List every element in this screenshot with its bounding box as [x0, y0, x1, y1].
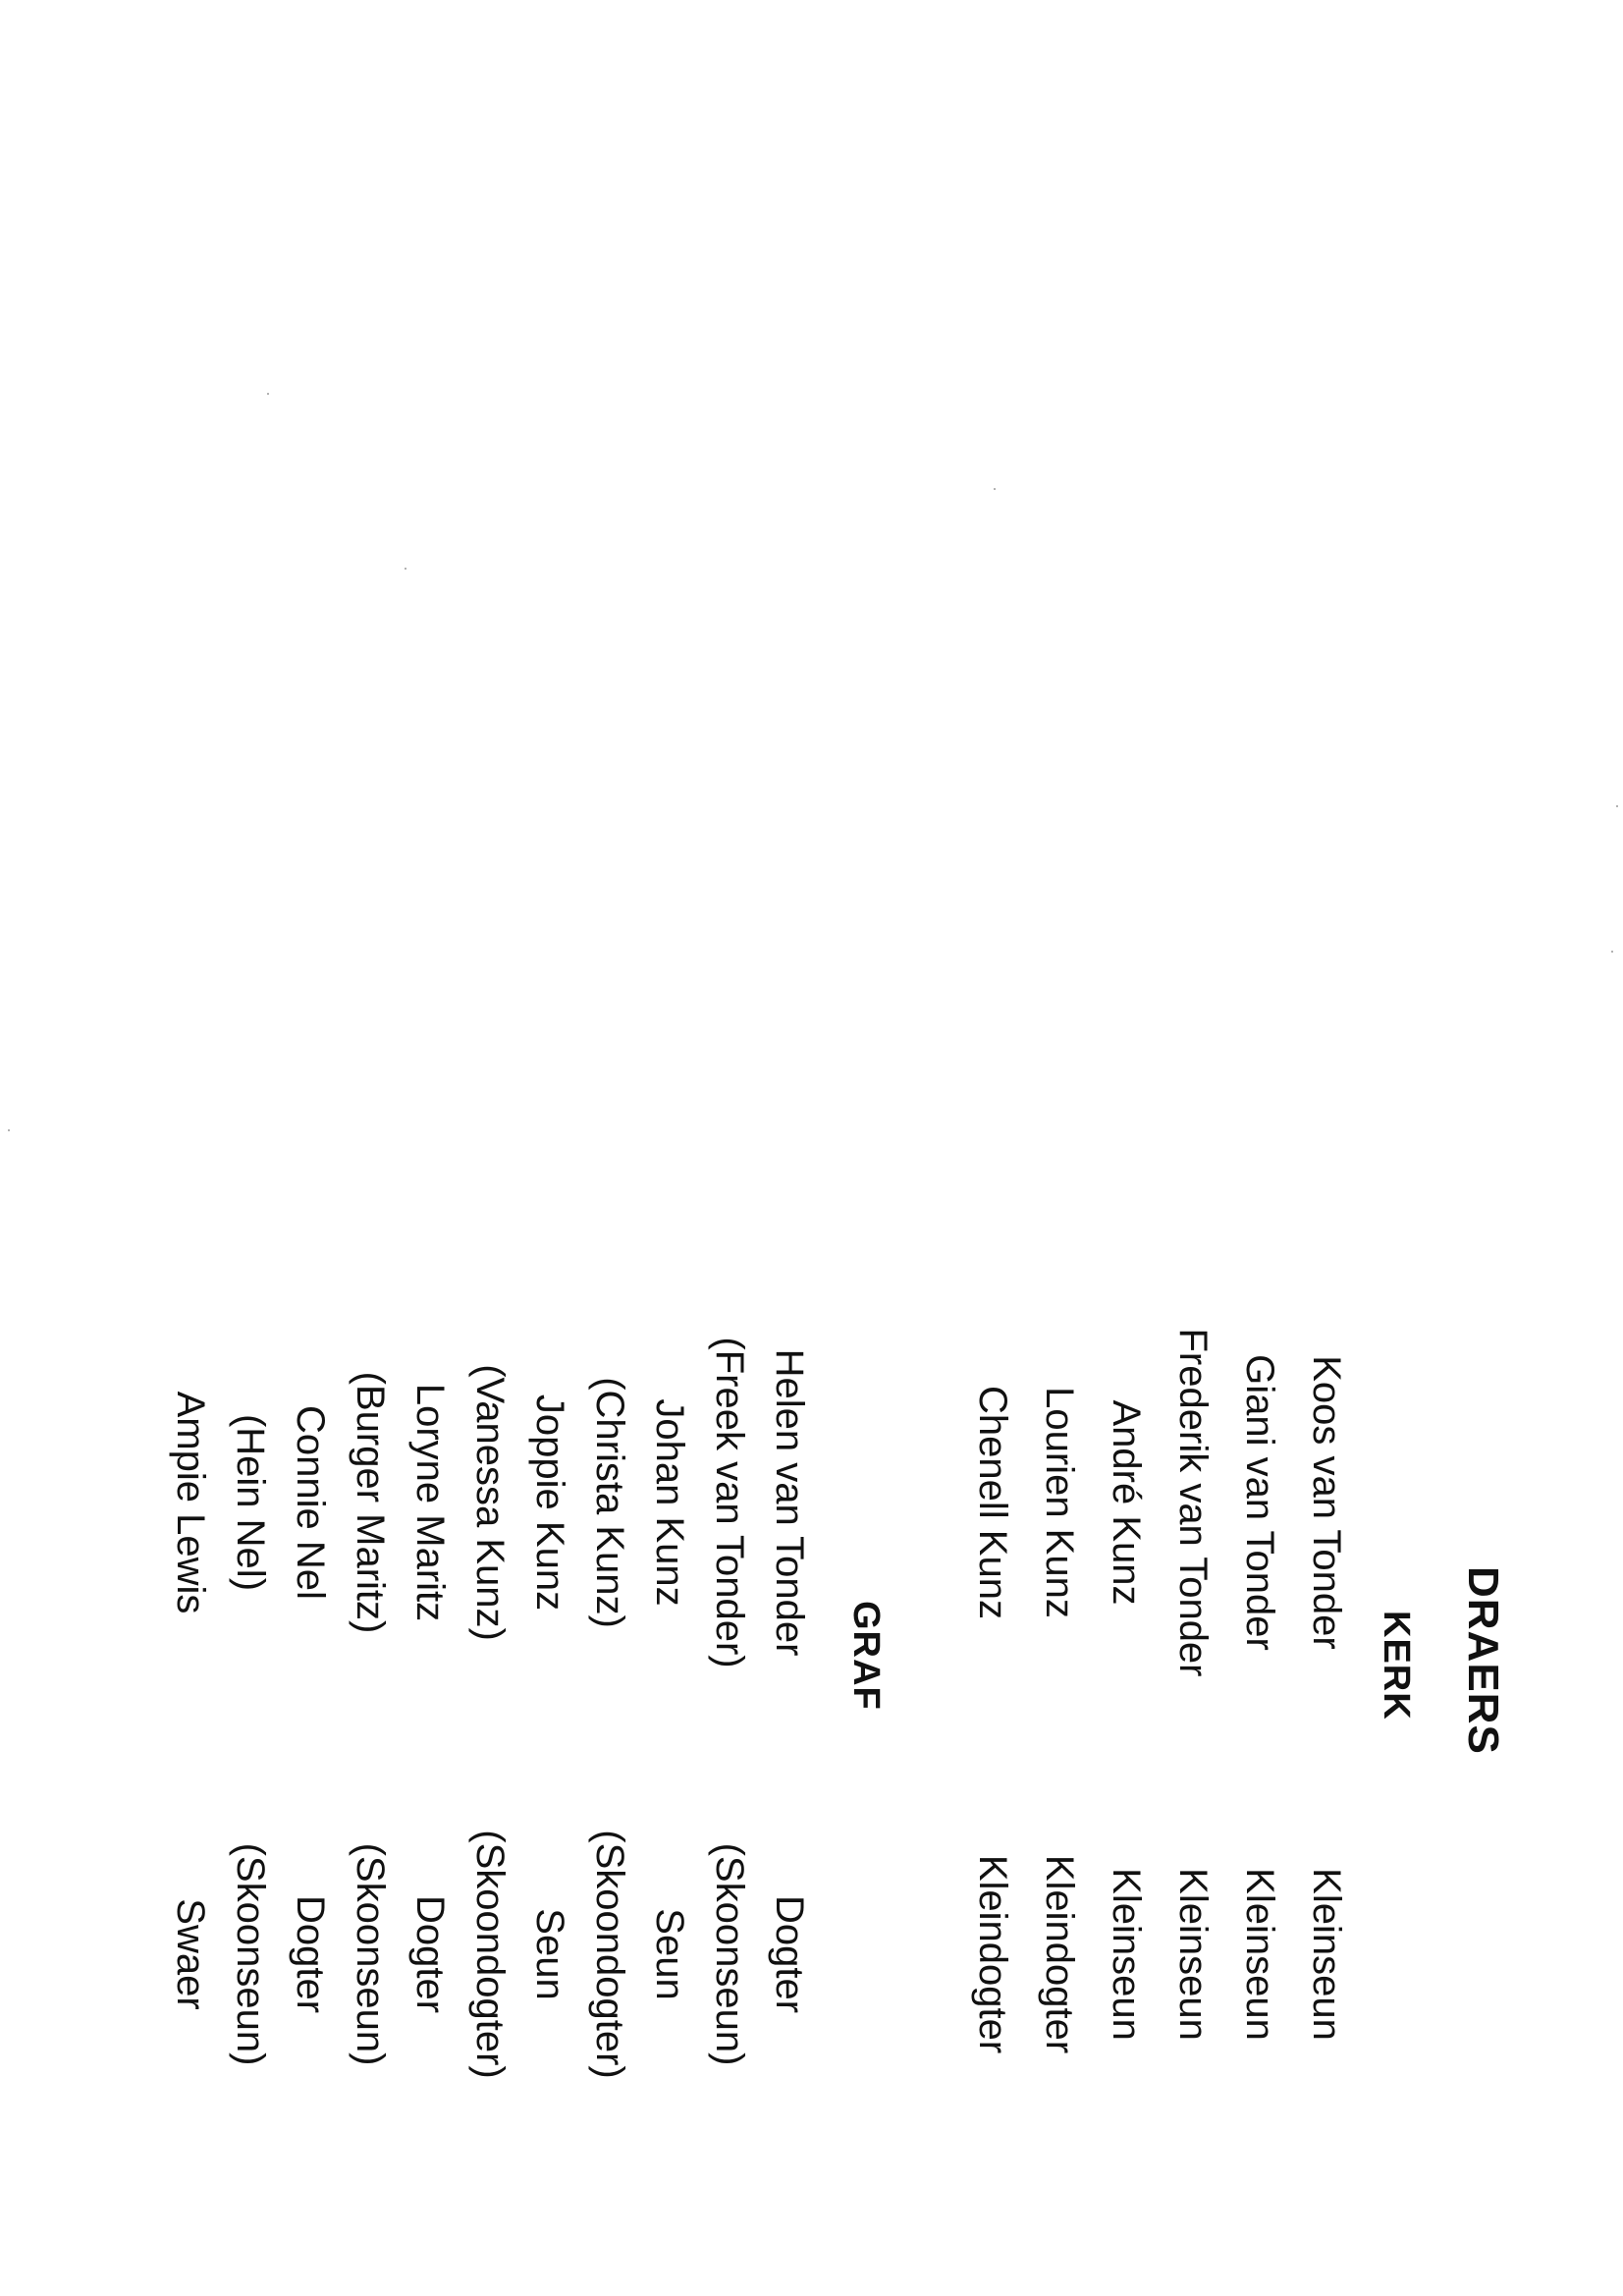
spouse-relation: (Skoondogter)	[588, 1830, 631, 2079]
bearer-name: Frederik van Tonder	[1171, 1328, 1215, 1677]
spouse-name: (Vanessa Kunz)	[468, 1364, 512, 1641]
bearer-name: Connie Nel	[289, 1405, 332, 1600]
spouse-name: (Christa Kunz)	[588, 1377, 631, 1628]
kerk-name-column	[959, 1228, 1360, 1777]
bearer-relation: Dogter	[768, 1894, 811, 2014]
bearer-name: Ampie Lewis	[169, 1391, 212, 1614]
bearer-relation: Dogter	[289, 1894, 332, 2014]
section-heading-kerk: KERK	[1376, 1611, 1417, 1721]
graf-role-column	[157, 1807, 823, 2102]
bearer-relation: Kleinseun	[1171, 1868, 1215, 2041]
bearer-name: Johan Kunz	[648, 1398, 691, 1607]
bearer-name: Giani van Tonder	[1238, 1354, 1281, 1651]
bearer-name: Chenell Kunz	[971, 1386, 1014, 1619]
bearer-relation: Kleindogter	[1038, 1854, 1081, 2054]
bearer-name: Loryne Maritz	[408, 1383, 452, 1622]
spouse-relation: (Skoondogter)	[468, 1830, 512, 2079]
graf-name-column	[157, 1228, 823, 1777]
spouse-relation: (Skoonseun)	[349, 1842, 392, 2066]
bearer-relation: Kleindogter	[971, 1854, 1014, 2054]
bearer-relation: Swaer	[169, 1898, 212, 2010]
bearer-relation: Dogter	[408, 1894, 452, 2014]
bearer-name: André Kunz	[1105, 1399, 1148, 1606]
spouse-name: (Hein Nel)	[229, 1413, 272, 1592]
spouse-relation: (Skoonseun)	[229, 1842, 272, 2066]
spouse-relation: (Skoonseun)	[708, 1842, 751, 2066]
bearer-name: Lourien Kunz	[1038, 1387, 1081, 1618]
bearer-relation: Seun	[528, 1908, 571, 2000]
section-heading-graf: GRAF	[845, 1601, 887, 1711]
page-title: DRAERS	[1459, 1566, 1507, 1755]
bearer-relation: Kleinseun	[1238, 1868, 1281, 2041]
bearer-name: Koos van Tonder	[1305, 1355, 1348, 1650]
kerk-role-column	[959, 1807, 1360, 2102]
bearer-relation: Seun	[648, 1908, 691, 2000]
spouse-name: (Burger Maritz)	[349, 1371, 392, 1634]
bearer-relation: Kleinseun	[1105, 1868, 1148, 2041]
bearer-name: Joppie Kunz	[528, 1394, 571, 1612]
bearer-name: Helen van Tonder	[768, 1348, 811, 1657]
bearer-relation: Kleinseun	[1305, 1868, 1348, 2041]
spouse-name: (Freek van Tonder)	[708, 1337, 751, 1668]
